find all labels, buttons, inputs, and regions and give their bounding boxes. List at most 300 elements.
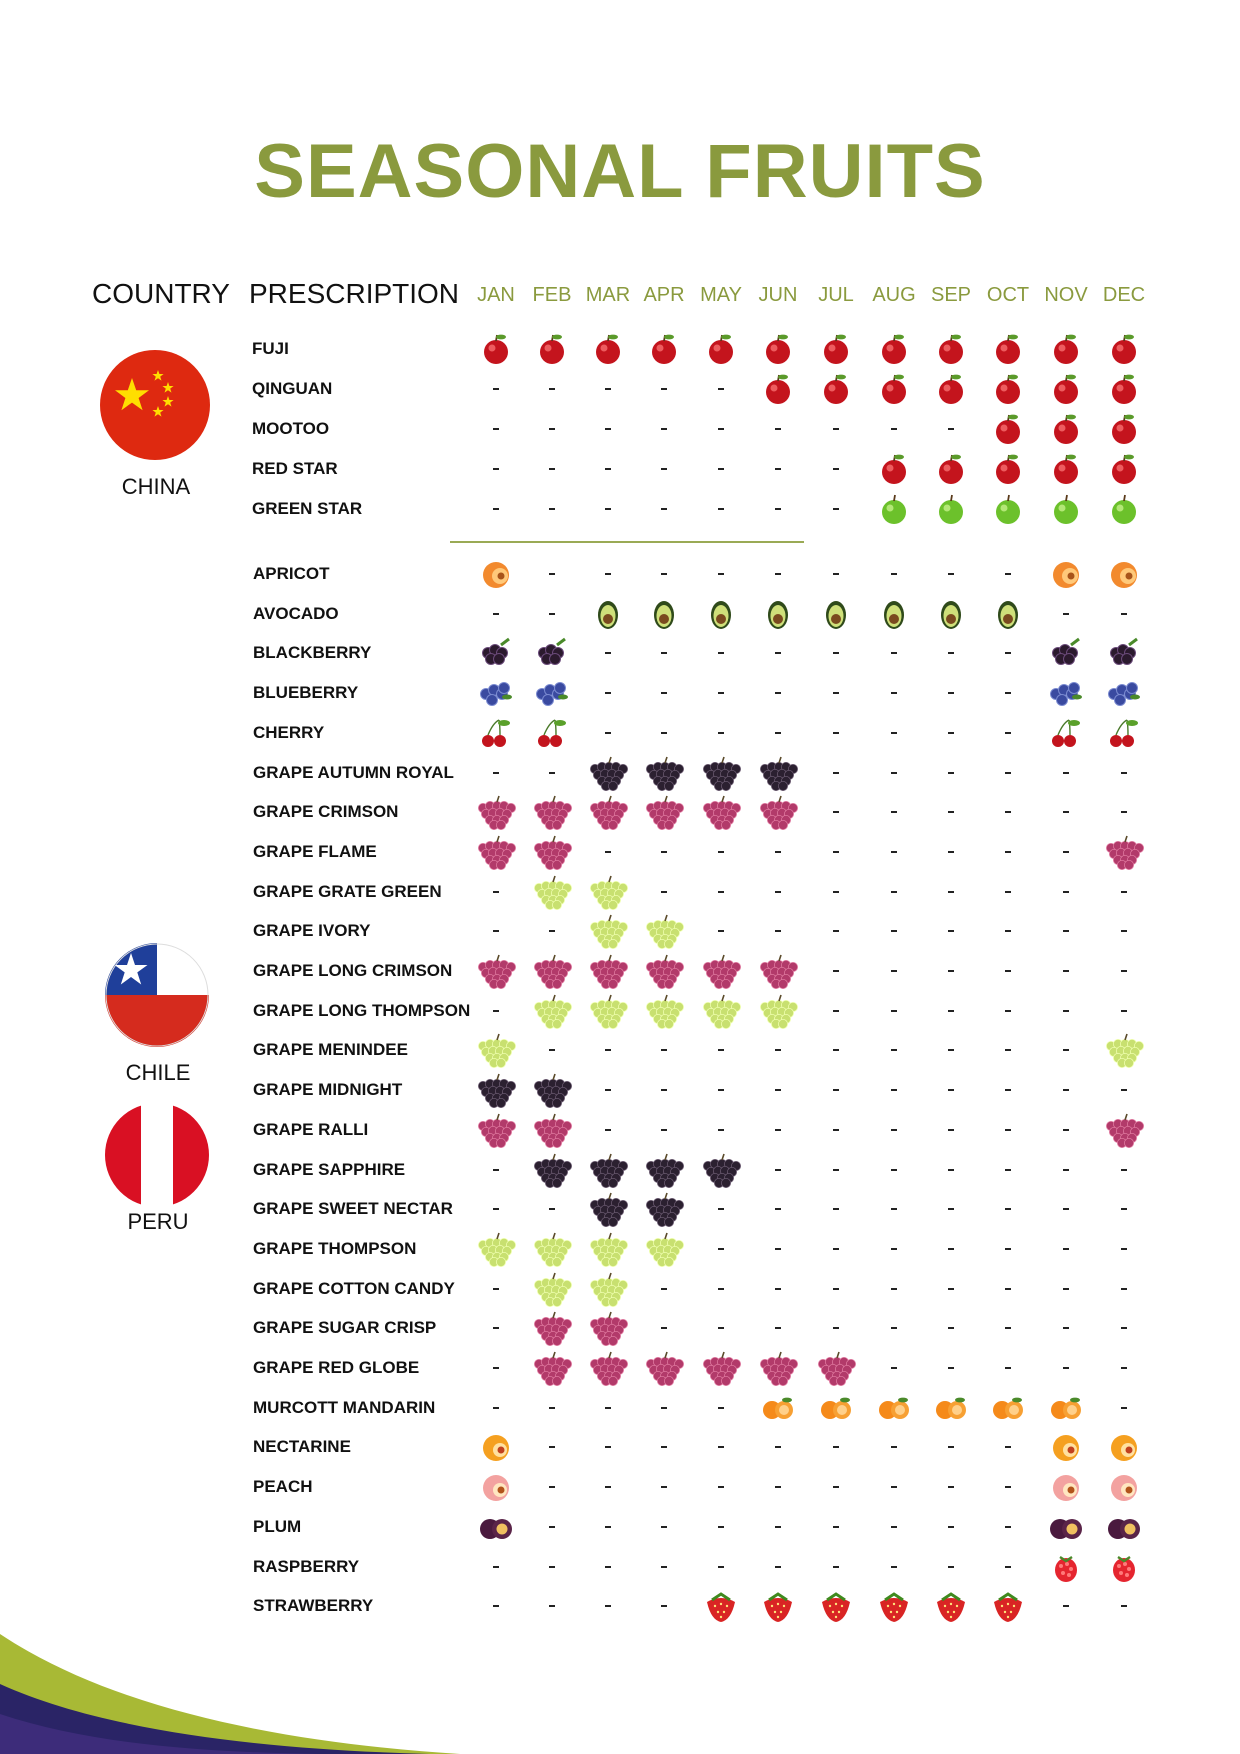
unavailable-dash [808, 492, 864, 526]
unavailable-dash [808, 1232, 864, 1266]
unavailable-dash [580, 1470, 636, 1504]
red-apple-icon [1038, 372, 1094, 406]
unavailable-dash [980, 1430, 1036, 1464]
red-grape-icon [524, 954, 580, 988]
fruit-name-murcott-mandarin: MURCOTT MANDARIN [253, 1398, 436, 1417]
unavailable-dash [468, 372, 524, 406]
unavailable-dash [808, 557, 864, 591]
red-grape-icon [580, 1311, 636, 1345]
peru-flag-stripes-icon [105, 1103, 209, 1207]
month-header-jan: JAN [477, 284, 515, 306]
unavailable-dash [808, 756, 864, 790]
green-grape-icon [693, 994, 749, 1028]
red-apple-icon [1038, 412, 1094, 446]
green-grape-icon [580, 1232, 636, 1266]
unavailable-dash [468, 1272, 524, 1306]
unavailable-dash [980, 1153, 1036, 1187]
strawberry-icon [980, 1589, 1036, 1623]
fruit-name-grape-sapphire: GRAPE SAPPHIRE [253, 1160, 406, 1179]
unavailable-dash [580, 835, 636, 869]
mandarin-icon [750, 1391, 806, 1425]
fruit-name-mootoo: MOOTOO [252, 419, 330, 438]
peach-icon [1096, 1470, 1152, 1504]
blackberry-icon [1096, 636, 1152, 670]
unavailable-dash [750, 1470, 806, 1504]
unavailable-dash [693, 1073, 749, 1107]
fruit-name-grape-sweet-nectar: GRAPE SWEET NECTAR [253, 1199, 453, 1218]
black-grape-icon [636, 1192, 692, 1226]
unavailable-dash [923, 1073, 979, 1107]
unavailable-dash [693, 492, 749, 526]
unavailable-dash [1038, 1113, 1094, 1147]
nectarine-icon [1096, 1430, 1152, 1464]
plum-icon [468, 1510, 524, 1544]
month-header-aug: AUG [872, 284, 916, 306]
red-apple-icon [923, 452, 979, 486]
unavailable-dash [1038, 1272, 1094, 1306]
fruit-name-grape-menindee: GRAPE MENINDEE [253, 1040, 408, 1059]
blueberry-icon [1038, 676, 1094, 710]
red-apple-icon [750, 372, 806, 406]
unavailable-dash [866, 954, 922, 988]
unavailable-dash [923, 1311, 979, 1345]
unavailable-dash [808, 1430, 864, 1464]
unavailable-dash [636, 875, 692, 909]
unavailable-dash [636, 636, 692, 670]
red-grape-icon [750, 795, 806, 829]
unavailable-dash [980, 1550, 1036, 1584]
unavailable-dash [923, 1430, 979, 1464]
green-apple-icon [980, 492, 1036, 526]
avocado-icon [693, 597, 749, 631]
unavailable-dash [524, 1589, 580, 1623]
apricot-icon [1096, 557, 1152, 591]
strawberry-icon [750, 1589, 806, 1623]
unavailable-dash [980, 1113, 1036, 1147]
unavailable-dash [693, 636, 749, 670]
unavailable-dash [750, 914, 806, 948]
unavailable-dash [923, 1470, 979, 1504]
unavailable-dash [468, 492, 524, 526]
unavailable-dash [750, 492, 806, 526]
unavailable-dash [693, 1510, 749, 1544]
unavailable-dash [923, 835, 979, 869]
unavailable-dash [808, 1113, 864, 1147]
red-apple-icon [524, 332, 580, 366]
red-apple-icon [1096, 452, 1152, 486]
unavailable-dash [980, 1311, 1036, 1345]
fruit-name-nectarine: NECTARINE [253, 1437, 351, 1456]
chile-flag-shape-icon [105, 943, 209, 1047]
unavailable-dash [580, 716, 636, 750]
unavailable-dash [1096, 914, 1152, 948]
raspberry-icon [1096, 1550, 1152, 1584]
unavailable-dash [468, 1311, 524, 1345]
fruit-name-plum: PLUM [253, 1517, 302, 1536]
unavailable-dash [636, 1033, 692, 1067]
unavailable-dash [693, 1272, 749, 1306]
unavailable-dash [1096, 994, 1152, 1028]
unavailable-dash [636, 1550, 692, 1584]
red-grape-icon [468, 795, 524, 829]
unavailable-dash [750, 1073, 806, 1107]
unavailable-dash [808, 1470, 864, 1504]
unavailable-dash [1038, 1033, 1094, 1067]
unavailable-dash [1038, 1589, 1094, 1623]
unavailable-dash [980, 914, 1036, 948]
green-grape-icon [524, 1272, 580, 1306]
fruit-name-green-star: GREEN STAR [252, 499, 363, 518]
unavailable-dash [1096, 597, 1152, 631]
green-apple-icon [1038, 492, 1094, 526]
fruit-name-blackberry: BLACKBERRY [253, 643, 372, 662]
unavailable-dash [1038, 1192, 1094, 1226]
unavailable-dash [808, 1550, 864, 1584]
red-grape-icon [524, 1113, 580, 1147]
unavailable-dash [693, 1192, 749, 1226]
red-grape-icon [693, 795, 749, 829]
cherry-icon [1096, 716, 1152, 750]
unavailable-dash [524, 1550, 580, 1584]
unavailable-dash [923, 676, 979, 710]
unavailable-dash [1038, 756, 1094, 790]
green-grape-icon [468, 1232, 524, 1266]
green-grape-icon [580, 875, 636, 909]
unavailable-dash [980, 1351, 1036, 1385]
unavailable-dash [524, 1033, 580, 1067]
green-grape-icon [580, 994, 636, 1028]
green-grape-icon [524, 994, 580, 1028]
unavailable-dash [693, 412, 749, 446]
unavailable-dash [636, 452, 692, 486]
green-apple-icon [1096, 492, 1152, 526]
unavailable-dash [1096, 1073, 1152, 1107]
red-apple-icon [1096, 372, 1152, 406]
plum-icon [1038, 1510, 1094, 1544]
black-grape-icon [580, 1192, 636, 1226]
unavailable-dash [1096, 1391, 1152, 1425]
black-grape-icon [468, 1073, 524, 1107]
unavailable-dash [808, 636, 864, 670]
red-apple-icon [750, 332, 806, 366]
unavailable-dash [980, 954, 1036, 988]
red-apple-icon [1038, 332, 1094, 366]
unavailable-dash [808, 835, 864, 869]
black-grape-icon [636, 1153, 692, 1187]
red-apple-icon [980, 332, 1036, 366]
unavailable-dash [750, 452, 806, 486]
unavailable-dash [468, 597, 524, 631]
unavailable-dash [866, 875, 922, 909]
unavailable-dash [808, 676, 864, 710]
unavailable-dash [980, 795, 1036, 829]
green-apple-icon [866, 492, 922, 526]
unavailable-dash [1096, 1153, 1152, 1187]
unavailable-dash [750, 676, 806, 710]
unavailable-dash [468, 452, 524, 486]
unavailable-dash [808, 1311, 864, 1345]
unavailable-dash [866, 1470, 922, 1504]
red-apple-icon [808, 332, 864, 366]
red-apple-icon [980, 372, 1036, 406]
green-grape-icon [524, 1232, 580, 1266]
unavailable-dash [750, 875, 806, 909]
unavailable-dash [808, 914, 864, 948]
plum-icon [1096, 1510, 1152, 1544]
unavailable-dash [580, 1589, 636, 1623]
avocado-icon [808, 597, 864, 631]
unavailable-dash [524, 756, 580, 790]
unavailable-dash [636, 492, 692, 526]
unavailable-dash [1038, 835, 1094, 869]
red-grape-icon [1096, 1113, 1152, 1147]
green-grape-icon [580, 1272, 636, 1306]
black-grape-icon [580, 1153, 636, 1187]
red-grape-icon [636, 1351, 692, 1385]
red-grape-icon [808, 1351, 864, 1385]
unavailable-dash [524, 372, 580, 406]
green-grape-icon [636, 994, 692, 1028]
unavailable-dash [1038, 795, 1094, 829]
unavailable-dash [980, 1510, 1036, 1544]
unavailable-dash [980, 1470, 1036, 1504]
black-grape-icon [693, 756, 749, 790]
unavailable-dash [636, 1113, 692, 1147]
unavailable-dash [1096, 756, 1152, 790]
unavailable-dash [636, 1470, 692, 1504]
blackberry-icon [524, 636, 580, 670]
unavailable-dash [866, 1351, 922, 1385]
black-grape-icon [524, 1153, 580, 1187]
avocado-icon [980, 597, 1036, 631]
blueberry-icon [1096, 676, 1152, 710]
unavailable-dash [468, 1391, 524, 1425]
unavailable-dash [693, 1113, 749, 1147]
unavailable-dash [750, 1033, 806, 1067]
fruit-name-grape-red-globe: GRAPE RED GLOBE [253, 1358, 420, 1377]
china-flag-icon [100, 350, 210, 460]
red-apple-icon [580, 332, 636, 366]
unavailable-dash [580, 492, 636, 526]
unavailable-dash [580, 1550, 636, 1584]
unavailable-dash [580, 372, 636, 406]
cherry-icon [524, 716, 580, 750]
red-apple-icon [808, 372, 864, 406]
avocado-icon [580, 597, 636, 631]
month-header-nov: NOV [1044, 284, 1088, 306]
unavailable-dash [468, 1550, 524, 1584]
unavailable-dash [923, 795, 979, 829]
unavailable-dash [1096, 1272, 1152, 1306]
unavailable-dash [1038, 1073, 1094, 1107]
peach-icon [468, 1470, 524, 1504]
unavailable-dash [693, 1430, 749, 1464]
fruit-name-grape-flame: GRAPE FLAME [253, 842, 377, 861]
red-grape-icon [580, 954, 636, 988]
unavailable-dash [693, 1311, 749, 1345]
green-grape-icon [580, 914, 636, 948]
fruit-name-grape-thompson: GRAPE THOMPSON [253, 1239, 417, 1258]
unavailable-dash [524, 1192, 580, 1226]
fruit-name-grape-midnight: GRAPE MIDNIGHT [253, 1080, 403, 1099]
avocado-icon [750, 597, 806, 631]
unavailable-dash [808, 994, 864, 1028]
month-header-dec: DEC [1102, 284, 1146, 306]
unavailable-dash [1096, 1589, 1152, 1623]
unavailable-dash [580, 636, 636, 670]
unavailable-dash [923, 994, 979, 1028]
unavailable-dash [636, 412, 692, 446]
unavailable-dash [980, 1033, 1036, 1067]
unavailable-dash [693, 835, 749, 869]
fruit-name-apricot: APRICOT [253, 564, 330, 583]
strawberry-icon [866, 1589, 922, 1623]
unavailable-dash [693, 716, 749, 750]
fruit-name-cherry: CHERRY [253, 723, 325, 742]
unavailable-dash [636, 1272, 692, 1306]
blueberry-icon [468, 676, 524, 710]
red-grape-icon [524, 835, 580, 869]
black-grape-icon [580, 756, 636, 790]
fruit-name-qinguan: QINGUAN [252, 379, 333, 398]
unavailable-dash [866, 994, 922, 1028]
green-grape-icon [468, 1033, 524, 1067]
peach-icon [1038, 1470, 1094, 1504]
unavailable-dash [750, 1113, 806, 1147]
unavailable-dash [1096, 1192, 1152, 1226]
unavailable-dash [866, 716, 922, 750]
unavailable-dash [580, 1113, 636, 1147]
month-header-jul: JUL [818, 284, 854, 306]
fruit-name-grape-cotton-candy: GRAPE COTTON CANDY [253, 1279, 455, 1298]
fruit-name-strawberry: STRAWBERRY [253, 1596, 374, 1615]
month-header-oct: OCT [986, 284, 1030, 306]
unavailable-dash [980, 994, 1036, 1028]
unavailable-dash [636, 1430, 692, 1464]
red-apple-icon [923, 332, 979, 366]
red-grape-icon [693, 954, 749, 988]
unavailable-dash [750, 1311, 806, 1345]
mandarin-icon [866, 1391, 922, 1425]
unavailable-dash [468, 1351, 524, 1385]
unavailable-dash [808, 412, 864, 446]
unavailable-dash [580, 676, 636, 710]
unavailable-dash [980, 756, 1036, 790]
red-apple-icon [693, 332, 749, 366]
unavailable-dash [980, 636, 1036, 670]
unavailable-dash [866, 1510, 922, 1544]
unavailable-dash [866, 914, 922, 948]
unavailable-dash [468, 914, 524, 948]
fruit-name-avocado: AVOCADO [253, 604, 339, 623]
unavailable-dash [866, 1232, 922, 1266]
unavailable-dash [1096, 875, 1152, 909]
unavailable-dash [580, 1430, 636, 1464]
unavailable-dash [866, 1192, 922, 1226]
unavailable-dash [524, 492, 580, 526]
strawberry-icon [808, 1589, 864, 1623]
unavailable-dash [980, 875, 1036, 909]
unavailable-dash [866, 557, 922, 591]
unavailable-dash [636, 1073, 692, 1107]
unavailable-dash [866, 1113, 922, 1147]
unavailable-dash [866, 1153, 922, 1187]
red-grape-icon [580, 795, 636, 829]
red-apple-icon [1096, 332, 1152, 366]
unavailable-dash [923, 954, 979, 988]
unavailable-dash [636, 716, 692, 750]
cherry-icon [468, 716, 524, 750]
red-apple-icon [923, 372, 979, 406]
unavailable-dash [980, 676, 1036, 710]
red-grape-icon [636, 795, 692, 829]
red-apple-icon [866, 452, 922, 486]
unavailable-dash [866, 835, 922, 869]
red-grape-icon [524, 1311, 580, 1345]
black-grape-icon [750, 756, 806, 790]
red-grape-icon [468, 835, 524, 869]
unavailable-dash [808, 954, 864, 988]
month-header-mar: MAR [585, 284, 631, 306]
unavailable-dash [524, 1510, 580, 1544]
unavailable-dash [923, 636, 979, 670]
nectarine-icon [468, 1430, 524, 1464]
red-grape-icon [1096, 835, 1152, 869]
unavailable-dash [524, 1470, 580, 1504]
unavailable-dash [866, 1272, 922, 1306]
unavailable-dash [1038, 994, 1094, 1028]
unavailable-dash [808, 716, 864, 750]
month-header-jun: JUN [758, 284, 798, 306]
unavailable-dash [468, 756, 524, 790]
unavailable-dash [1038, 954, 1094, 988]
month-header-apr: APR [643, 284, 685, 306]
unavailable-dash [468, 994, 524, 1028]
unavailable-dash [636, 1391, 692, 1425]
unavailable-dash [636, 676, 692, 710]
unavailable-dash [923, 1232, 979, 1266]
raspberry-icon [1038, 1550, 1094, 1584]
fruit-name-grape-ralli: GRAPE RALLI [253, 1120, 369, 1139]
unavailable-dash [808, 1510, 864, 1544]
fruit-name-grape-autumn-royal: GRAPE AUTUMN ROYAL [253, 763, 454, 782]
fruit-name-peach: PEACH [253, 1477, 313, 1496]
mandarin-icon [808, 1391, 864, 1425]
unavailable-dash [524, 452, 580, 486]
unavailable-dash [636, 1510, 692, 1544]
unavailable-dash [1038, 1153, 1094, 1187]
fruit-name-grape-ivory: GRAPE IVORY [253, 921, 371, 940]
unavailable-dash [750, 1550, 806, 1584]
unavailable-dash [1038, 875, 1094, 909]
unavailable-dash [1096, 954, 1152, 988]
black-grape-icon [693, 1153, 749, 1187]
unavailable-dash [923, 1153, 979, 1187]
red-grape-icon [468, 1113, 524, 1147]
unavailable-dash [866, 795, 922, 829]
unavailable-dash [468, 1192, 524, 1226]
month-header-sep: SEP [930, 284, 972, 306]
unavailable-dash [866, 1033, 922, 1067]
unavailable-dash [866, 756, 922, 790]
unavailable-dash [750, 1272, 806, 1306]
unavailable-dash [923, 1113, 979, 1147]
black-grape-icon [636, 756, 692, 790]
red-grape-icon [468, 954, 524, 988]
unavailable-dash [636, 1311, 692, 1345]
green-apple-icon [923, 492, 979, 526]
unavailable-dash [693, 557, 749, 591]
